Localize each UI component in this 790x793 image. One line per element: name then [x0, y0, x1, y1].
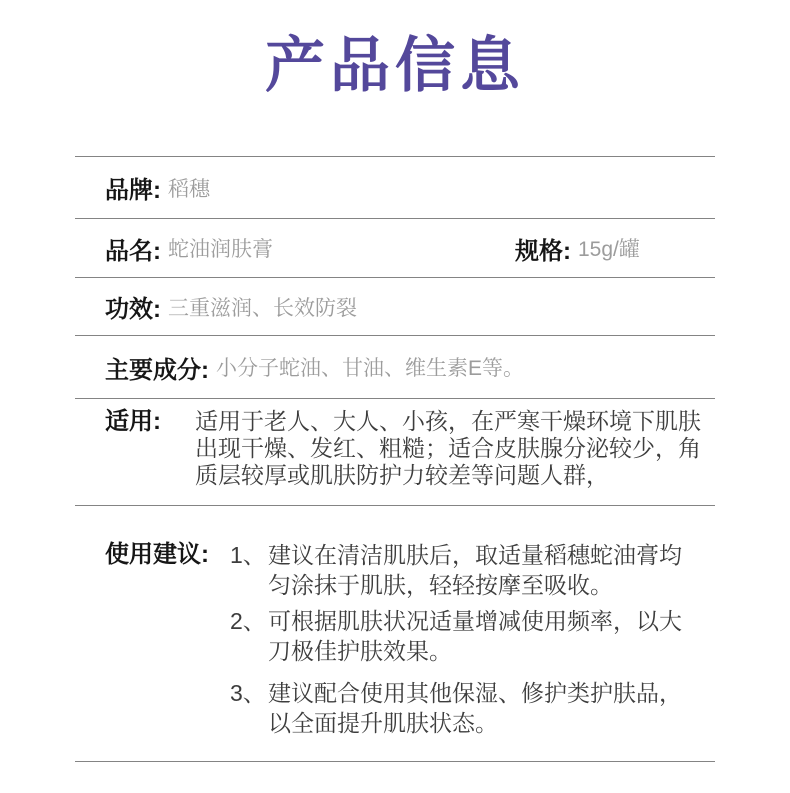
- usage-list: [230, 540, 682, 738]
- usage-item-2-text: [268, 606, 682, 666]
- spec-value: 15g/罐: [578, 238, 640, 261]
- brand-label: 品牌:: [105, 177, 161, 204]
- usage-item-3: [230, 678, 682, 738]
- usage-item-line: 刀极佳护肤效果。: [268, 638, 452, 664]
- row-usage: [75, 505, 715, 762]
- usage-item-2-number: 2、: [230, 608, 266, 634]
- spec-label: 规格:: [515, 237, 571, 265]
- usage-item-line: 可根据肌肤状况适量增减使用频率，以大: [268, 608, 682, 634]
- ingredients-value: 小分子蛇油、甘油、维生素E等。: [216, 357, 525, 380]
- usage-item-3-text: [268, 678, 682, 738]
- row-suitable: [75, 398, 715, 505]
- brand-value: 稻穗: [168, 177, 210, 201]
- usage-item-1-number: 1、: [230, 542, 266, 568]
- product-name-cell: [105, 231, 515, 266]
- row-brand: [75, 156, 715, 218]
- product-name-label: 品名:: [105, 237, 161, 265]
- product-name-value: 蛇油润肤膏: [168, 238, 273, 261]
- effect-label: 功效:: [105, 296, 161, 323]
- row-ingredients: [75, 335, 715, 398]
- usage-item-line: 匀涂抹于肌肤，轻轻按摩至吸收。: [268, 572, 613, 598]
- page-title: 产品信息: [265, 33, 525, 99]
- product-info-table: [75, 156, 715, 762]
- row-effect: [75, 277, 715, 335]
- usage-item-line: 建议在清洁肌肤后，取适量稻穗蛇油膏均: [268, 542, 682, 568]
- usage-item-2: [230, 606, 682, 666]
- ingredients-label: 主要成分:: [105, 356, 209, 384]
- suitable-line: 质层较厚或肌肤防护力较差等问题人群，: [195, 462, 609, 488]
- usage-item-line: 以全面提升肌肤状态。: [268, 710, 498, 736]
- usage-item-3-number: 3、: [230, 680, 266, 706]
- suitable-line: 出现干燥、发红、粗糙；适合皮肤腺分泌较少，角: [195, 435, 701, 461]
- suitable-label: 适用:: [105, 408, 161, 435]
- row-name-spec: [75, 218, 715, 277]
- suitable-text: [195, 408, 701, 489]
- suitable-line: 适用于老人、大人、小孩，在严寒干燥环境下肌肤: [195, 408, 701, 434]
- usage-label: 使用建议:: [105, 541, 209, 568]
- spec-cell: [515, 231, 640, 266]
- usage-item-1-text: [268, 540, 682, 600]
- usage-item-1: [230, 540, 682, 600]
- effect-value: 三重滋润、长效防裂: [168, 296, 357, 320]
- usage-item-line: 建议配合使用其他保湿、修护类护肤品，: [268, 680, 682, 706]
